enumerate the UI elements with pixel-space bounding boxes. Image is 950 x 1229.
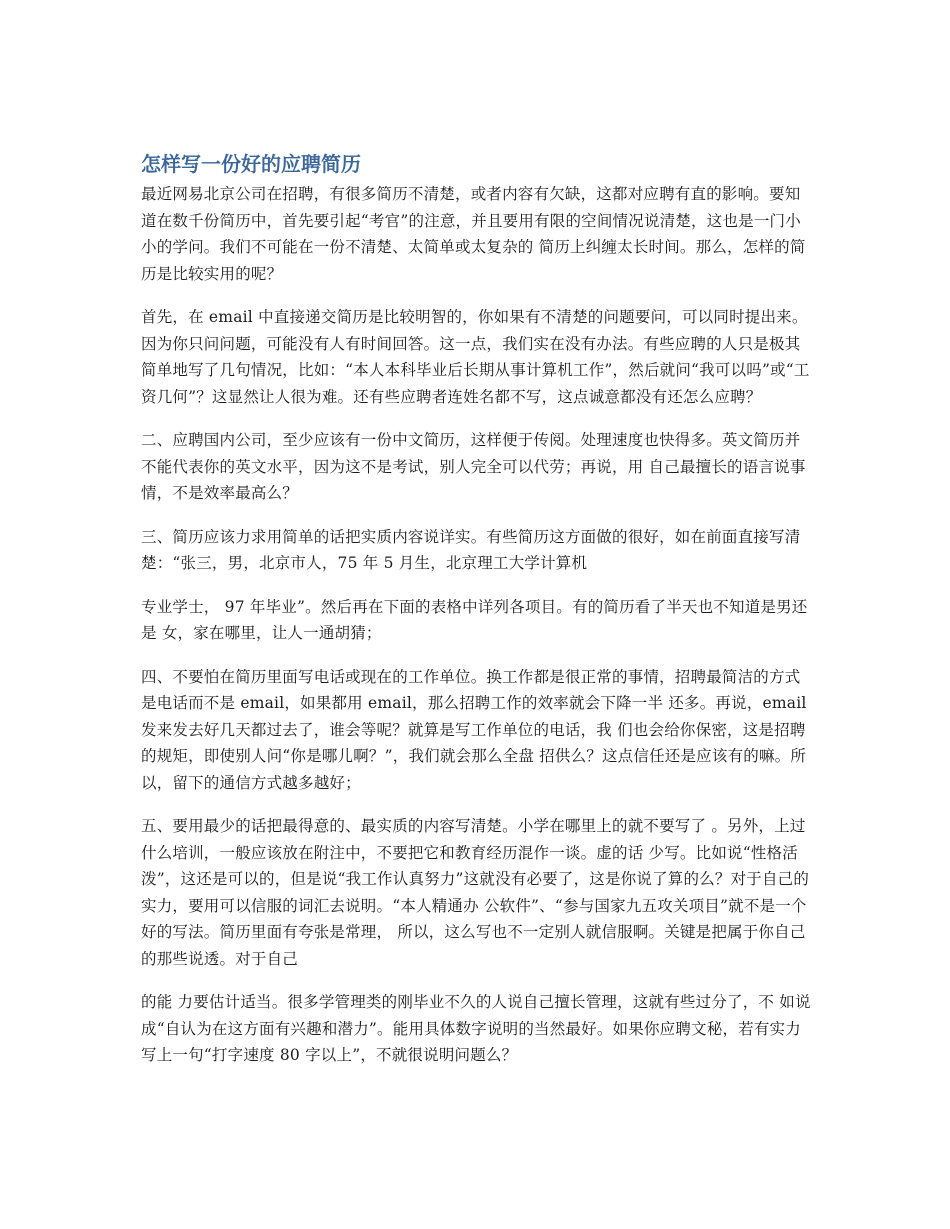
paragraph-gap: [141, 647, 813, 664]
paragraph-fourth-point: 四、不要怕在简历里面写电话或现在的工作单位。换工作都是很正常的事情，招聘最简洁的方式是电话而不是 email，如果都用 email，那么招聘工作的效率就会下降一半 还多。再说，email 发来发去好几天都过去了，谁会等呢？就算是写工作单位的电话，我 们也会给你保密，这是招聘的规矩，即使别人问“你是哪儿啊？”，我们就会那么全盘 招供么？这点信任还是应该有的嘛。所以，留下的通信方式越多越好；: [141, 667, 807, 792]
paragraph-gap: [141, 972, 813, 989]
paragraph-gap: [141, 577, 813, 594]
paragraph-third-point: 三、简历应该力求用简单的话把实质内容说详实。有些简历这方面做的很好，如在前面直接写清楚：“张三，男，北京市人，75 年 5 月生，北京理工大学计算机: [141, 527, 801, 572]
paragraph-gap: [141, 287, 813, 304]
paragraph-intro: 最近网易北京公司在招聘，有很多简历不清楚，或者内容有欠缺，这都对应聘有直的影响。要知道在数千份简历中，首先要引起“考官”的注意，并且要用有限的空间情况说清楚，这也是一门小小的学问。我们不可能在一份不清楚、太简单或太复杂的 简历上纠缠太长时间。那么，怎样的简历是比较实用的呢？: [141, 185, 806, 283]
paragraph-gap: [141, 410, 813, 427]
paragraph-fifth-point: 五、要用最少的话把最得意的、最实质的内容写清楚。小学在哪里上的就不要写了 。另外，上过什么培训，一般应该放在附注中，不要把它和教育经历混作一谈。虚的话 少写。比如说“性格活泼”，这还是可以的，但是说“我工作认真努力”这就没有必要了，这是你说了算的么？对于自己的实力，要用可以信服的词汇去说明。“本人精通办 公软件”、“参与国家九五攻关项目”就不是一个好的写法。简历里面有夸张是常理， 所以，这么写也不一定别人就信服啊。关键是把属于你自己的那些说透。对于自己: [141, 817, 810, 968]
paragraph-third-point-continued: 专业学士， 97 年毕业”。然后再在下面的表格中详列各项目。有的简历看了半天也不知道是男还是 女，家在哪里，让人一通胡猜；: [141, 597, 808, 642]
document-title: 怎样写一份好的应聘简历: [141, 152, 361, 176]
document-body: [141, 150, 813, 1069]
paragraph-second-point: 二、应聘国内公司，至少应该有一份中文简历，这样便于传阅。处理速度也快得多。英文简历并不能代表你的英文水平，因为这不是考试，别人完全可以代劳；再说，用 自己最擅长的语言说事情，不是效率最高么？: [141, 431, 806, 502]
paragraph-fifth-point-continued: 的能 力要估计适当。很多学管理类的刚毕业不久的人说自己擅长管理，这就有些过分了，不 如说成“自认为在这方面有兴趣和潜力”。能用具体数字说明的当然最好。如果你应聘文秘，若有实力写上一句“打字速度 80 字以上”，不就很说明问题么？: [141, 993, 811, 1064]
paragraph-gap: [141, 507, 813, 524]
paragraph-gap: [141, 796, 813, 813]
paragraph-first-point: 首先，在 email 中直接递交简历是比较明智的，你如果有不清楚的问题要问，可以同时提出来。因为你只问问题，可能没有人有时间回答。这一点，我们实在没有办法。有些应聘的人只是极其简单地写了几句情况，比如：“本人本科毕业后长期从事计算机工作”，然后就问“我可以吗”或“工资几何”？这显然让人很为难。还有些应聘者连姓名都不写，这点诚意都没有还怎么应聘？: [141, 308, 810, 406]
